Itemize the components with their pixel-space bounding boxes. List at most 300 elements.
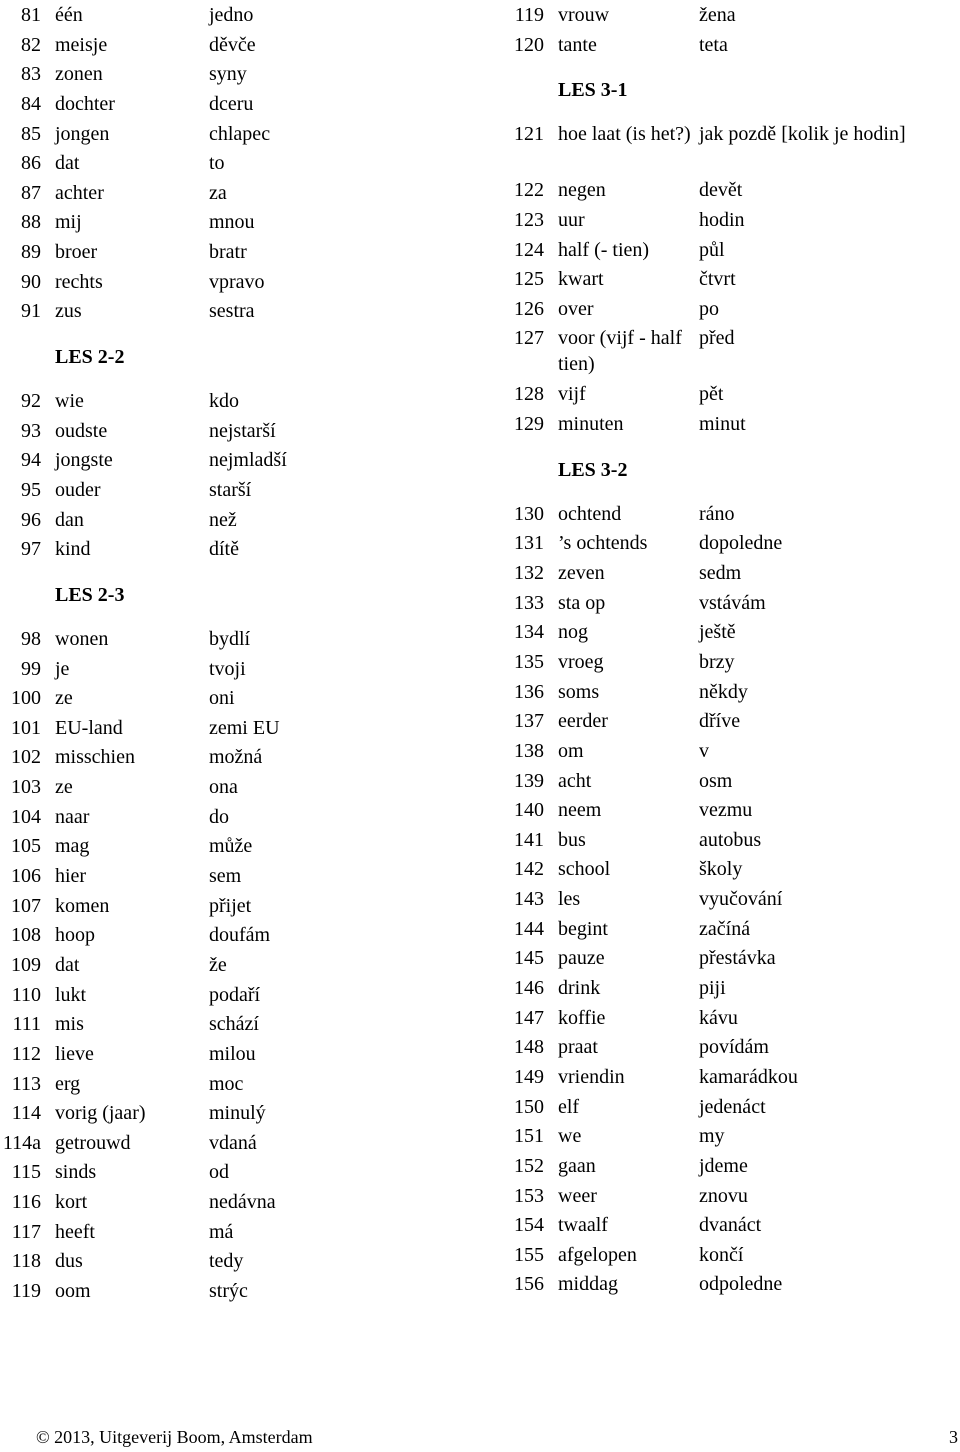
- entry-number: 151: [514, 1125, 544, 1148]
- vocab-row: [505, 854, 960, 884]
- vocab-row: [505, 175, 960, 205]
- czech-translation: školy: [699, 858, 743, 881]
- czech-translation: kamarádkou: [699, 1065, 798, 1088]
- entry-number: 81: [21, 4, 41, 26]
- czech-translation: devět: [699, 179, 743, 202]
- czech-translation: tedy: [209, 1250, 244, 1273]
- vocab-row: [505, 617, 960, 647]
- dutch-word: vijf: [558, 383, 586, 406]
- entry-number: 100: [11, 687, 41, 710]
- czech-translation: my: [699, 1125, 725, 1148]
- copyright-text: © 2013, Uitgeverij Boom, Amsterdam: [36, 1427, 313, 1447]
- vocab-row: [505, 205, 960, 235]
- czech-translation: nejstarší: [209, 419, 276, 442]
- dutch-word: ze: [55, 687, 73, 710]
- entry-number: 107: [11, 894, 41, 917]
- dutch-word: acht: [558, 769, 592, 792]
- dutch-word: hoop: [55, 924, 95, 947]
- czech-translation: před: [699, 327, 735, 350]
- dutch-word: kort: [55, 1191, 88, 1214]
- dutch-word: begint: [558, 917, 608, 940]
- dutch-word: vriendin: [558, 1065, 625, 1088]
- czech-translation: dvanáct: [699, 1214, 762, 1237]
- dutch-word: dat: [55, 953, 80, 976]
- lesson-heading: LES 3-1: [558, 79, 628, 102]
- entry-number: 137: [514, 710, 544, 733]
- entry-number: 117: [11, 1220, 41, 1243]
- lesson-heading: LES 2-2: [55, 346, 125, 369]
- entry-number: 146: [514, 977, 544, 1000]
- vocab-row: [505, 914, 960, 944]
- dutch-word: pauze: [558, 947, 605, 970]
- entry-number: 108: [11, 924, 41, 947]
- czech-translation: chlapec: [209, 122, 271, 145]
- dutch-word: koffie: [558, 1006, 606, 1029]
- dutch-word: vorig (jaar): [55, 1102, 146, 1125]
- entry-number: 122: [514, 179, 544, 202]
- entry-number: 148: [514, 1036, 544, 1059]
- vocab-row: [505, 973, 960, 1003]
- dutch-word: ouder: [55, 478, 101, 501]
- vocab-row: [0, 416, 480, 446]
- czech-translation: dříve: [699, 710, 741, 733]
- vocab-row: [0, 30, 480, 60]
- dutch-word: praat: [558, 1036, 598, 1059]
- page-number: 3: [949, 1427, 958, 1447]
- dutch-word: school: [558, 858, 611, 881]
- dutch-word: dochter: [55, 92, 115, 115]
- dutch-word: ’s ochtends: [558, 532, 648, 555]
- dutch-word: jongste: [55, 449, 113, 472]
- entry-number: 114a: [2, 1131, 41, 1154]
- dutch-word: kwart: [558, 268, 604, 291]
- czech-translation: brzy: [699, 650, 735, 673]
- vocab-row: [0, 148, 480, 178]
- czech-translation: kávu: [699, 1006, 738, 1029]
- czech-translation: vstávám: [699, 591, 766, 614]
- entry-number: 116: [11, 1191, 41, 1214]
- dutch-word: mij: [55, 211, 82, 234]
- entry-number: 129: [514, 413, 544, 436]
- czech-translation: ještě: [699, 621, 736, 644]
- entry-number: 131: [514, 532, 544, 555]
- dutch-word: ze: [55, 776, 73, 799]
- entry-number: 156: [514, 1273, 544, 1296]
- czech-translation: dopoledne: [699, 532, 783, 555]
- entry-number: 130: [514, 502, 544, 525]
- entry-number: 150: [514, 1095, 544, 1118]
- vocab-row: [0, 475, 480, 505]
- entry-number: 86: [21, 152, 41, 175]
- vocab-row: [505, 264, 960, 294]
- vocab-row: [505, 706, 960, 736]
- dutch-word: erg: [55, 1072, 81, 1095]
- dutch-word: over: [558, 297, 594, 320]
- czech-translation: zemi EU: [209, 716, 280, 739]
- entry-number: 155: [514, 1243, 544, 1266]
- dutch-word: nog: [558, 621, 588, 644]
- vocab-row: [0, 296, 480, 326]
- czech-translation: piji: [699, 977, 726, 1000]
- dutch-word: zeven: [558, 562, 605, 585]
- czech-translation: má: [209, 1220, 234, 1243]
- dutch-word: half (- tien): [558, 238, 650, 261]
- lesson-heading: LES 3-2: [558, 458, 628, 481]
- entry-number: 144: [514, 917, 544, 940]
- vocab-row: [505, 1210, 960, 1240]
- czech-translation: hodin: [699, 208, 745, 231]
- czech-translation: to: [209, 152, 225, 175]
- vocab-row: [505, 943, 960, 973]
- vocab-row: [0, 1246, 480, 1276]
- entry-number: 91: [21, 300, 41, 323]
- dutch-word: heeft: [55, 1220, 95, 1243]
- vocab-row: [505, 558, 960, 588]
- entry-number: 94: [21, 449, 41, 472]
- vocab-row: [505, 409, 960, 439]
- vocab-row: [0, 920, 480, 950]
- entry-number: 112: [11, 1042, 41, 1065]
- entry-number: 128: [514, 383, 544, 406]
- dutch-word: je: [55, 657, 70, 680]
- dutch-word: mag: [55, 835, 90, 858]
- vocab-row: [505, 379, 960, 409]
- entry-number: 120: [514, 33, 544, 56]
- dutch-word: dan: [55, 508, 84, 531]
- entry-number: 149: [514, 1065, 544, 1088]
- czech-translation: než: [209, 508, 237, 531]
- entry-number: 95: [21, 478, 41, 501]
- vocab-row: [505, 235, 960, 265]
- vocab-row: [505, 1121, 960, 1151]
- vocab-row: [0, 386, 480, 416]
- czech-translation: pět: [699, 383, 724, 406]
- vocab-row: [0, 950, 480, 980]
- czech-translation: v: [699, 739, 709, 762]
- vocab-row: [0, 1098, 480, 1128]
- entry-number: 110: [11, 983, 41, 1006]
- dutch-word: twaalf: [558, 1214, 608, 1237]
- dutch-word: gaan: [558, 1154, 596, 1177]
- vocab-row: [505, 0, 960, 30]
- vocab-row: [505, 736, 960, 766]
- vocab-row: [0, 980, 480, 1010]
- dutch-word: we: [558, 1125, 582, 1148]
- vocab-row: [505, 528, 960, 558]
- czech-translation: minulý: [209, 1102, 266, 1125]
- vocab-row: [0, 0, 480, 30]
- dutch-word: hoe laat (is het?): [558, 123, 691, 146]
- vocab-row: [0, 119, 480, 149]
- vocab-row: [0, 713, 480, 743]
- czech-translation: doufám: [209, 924, 271, 947]
- entry-number: 141: [514, 828, 544, 851]
- czech-translation: starší: [209, 478, 252, 501]
- czech-translation: žena: [699, 4, 736, 26]
- vocab-row: [0, 683, 480, 713]
- czech-translation: povídám: [699, 1036, 769, 1059]
- entry-number: 154: [514, 1214, 544, 1237]
- entry-number: 119: [11, 1279, 41, 1302]
- entry-number: 111: [12, 1013, 41, 1036]
- entry-number: 89: [21, 241, 41, 264]
- vocab-column-right: [505, 0, 960, 1299]
- czech-translation: ona: [209, 776, 238, 799]
- czech-translation: kdo: [209, 390, 239, 413]
- dutch-word: komen: [55, 894, 110, 917]
- dutch-word: één: [55, 4, 83, 26]
- czech-translation: dceru: [209, 92, 254, 115]
- vocab-row: [505, 119, 960, 175]
- entry-number: 142: [514, 858, 544, 881]
- vocab-row: [0, 59, 480, 89]
- vocab-row: [505, 1151, 960, 1181]
- entry-number: 97: [21, 538, 41, 561]
- entry-number: 134: [514, 621, 544, 644]
- entry-number: 92: [21, 390, 41, 413]
- dutch-word: jongen: [55, 122, 110, 145]
- vocab-row: [0, 831, 480, 861]
- dutch-word: wonen: [55, 627, 109, 650]
- dutch-word: les: [558, 888, 581, 911]
- vocab-row: [505, 647, 960, 677]
- czech-translation: nejmladší: [209, 449, 287, 472]
- dutch-word: eerder: [558, 710, 608, 733]
- entry-number: 102: [11, 746, 41, 769]
- dutch-word: dus: [55, 1250, 83, 1273]
- czech-translation: mnou: [209, 211, 255, 234]
- czech-translation: vpravo: [209, 270, 265, 293]
- vocab-row: [0, 1276, 480, 1306]
- vocab-row: [505, 795, 960, 825]
- czech-translation: jak pozdě [kolik je hodin]: [699, 123, 906, 146]
- vocab-row: [505, 1003, 960, 1033]
- czech-translation: čtvrt: [699, 268, 736, 291]
- vocab-row: [505, 1181, 960, 1211]
- vocab-row: [505, 499, 960, 529]
- entry-number: 124: [514, 238, 544, 261]
- dutch-word: lukt: [55, 983, 87, 1006]
- dutch-word: zus: [55, 300, 82, 323]
- entry-number: 87: [21, 181, 41, 204]
- entry-number: 125: [514, 268, 544, 291]
- entry-number: 123: [514, 208, 544, 231]
- entry-number: 85: [21, 122, 41, 145]
- czech-translation: vyučování: [699, 888, 783, 911]
- czech-translation: někdy: [699, 680, 748, 703]
- dutch-word: zonen: [55, 63, 103, 86]
- entry-number: 115: [11, 1161, 41, 1184]
- dutch-word: afgelopen: [558, 1243, 637, 1266]
- czech-translation: sestra: [209, 300, 255, 323]
- vocab-row: [0, 742, 480, 772]
- dutch-word: sta op: [558, 591, 606, 614]
- czech-translation: nedávna: [209, 1191, 276, 1214]
- czech-translation: oni: [209, 687, 235, 710]
- vocab-row: [0, 891, 480, 921]
- dutch-word: vroeg: [558, 650, 604, 673]
- vocab-row: [505, 1062, 960, 1092]
- czech-translation: sedm: [699, 562, 742, 585]
- entry-number: 136: [514, 680, 544, 703]
- dutch-word: neem: [558, 799, 602, 822]
- czech-translation: sem: [209, 865, 242, 888]
- vocab-row: [0, 445, 480, 475]
- entry-number: 104: [11, 805, 41, 828]
- vocab-row: [0, 802, 480, 832]
- czech-translation: vdaná: [209, 1131, 257, 1154]
- vocab-row: [0, 772, 480, 802]
- vocab-row: [505, 1092, 960, 1122]
- entry-number: 83: [21, 63, 41, 86]
- vocab-row: [0, 89, 480, 119]
- vocab-row: [505, 1032, 960, 1062]
- vocab-row: [0, 178, 480, 208]
- entry-number: 145: [514, 947, 544, 970]
- vocab-column-left: [0, 0, 480, 1306]
- czech-translation: osm: [699, 769, 733, 792]
- dutch-word: mis: [55, 1013, 84, 1036]
- entry-number: 126: [514, 297, 544, 320]
- entry-number: 147: [514, 1006, 544, 1029]
- czech-translation: podaří: [209, 983, 261, 1006]
- entry-number: 127: [514, 327, 544, 350]
- czech-translation: od: [209, 1161, 229, 1184]
- entry-number: 114: [11, 1102, 41, 1125]
- czech-translation: za: [209, 181, 227, 204]
- vocab-row: [0, 861, 480, 891]
- dutch-word: lieve: [55, 1042, 94, 1065]
- entry-number: 98: [21, 627, 41, 650]
- entry-number: 152: [514, 1154, 544, 1177]
- czech-translation: bratr: [209, 241, 247, 264]
- entry-number: 135: [514, 650, 544, 673]
- dutch-word: kind: [55, 538, 91, 561]
- dutch-word: ochtend: [558, 502, 622, 525]
- vocab-row: [0, 237, 480, 267]
- entry-number: 82: [21, 33, 41, 56]
- vocab-row: [505, 1269, 960, 1299]
- dutch-word: drink: [558, 977, 601, 1000]
- dutch-word: achter: [55, 181, 104, 204]
- vocab-row: [505, 1240, 960, 1270]
- czech-translation: půl: [699, 238, 725, 261]
- vocab-row: [0, 1069, 480, 1099]
- vocab-row: [505, 30, 960, 60]
- entry-number: 101: [11, 716, 41, 739]
- dutch-word: voor (vijf - half tien): [558, 327, 682, 376]
- page-footer: [36, 1426, 960, 1448]
- vocab-row: [0, 1157, 480, 1187]
- czech-translation: jedno: [209, 4, 254, 26]
- vocab-row: [0, 207, 480, 237]
- vocab-row: [0, 1128, 480, 1158]
- czech-translation: minut: [699, 413, 746, 436]
- vocab-row: [505, 294, 960, 324]
- czech-translation: děvče: [209, 33, 256, 56]
- czech-translation: po: [699, 297, 719, 320]
- entry-number: 132: [514, 562, 544, 585]
- dutch-word: broer: [55, 241, 98, 264]
- vocab-row: [505, 323, 960, 379]
- vocab-row: [0, 1217, 480, 1247]
- czech-translation: ráno: [699, 502, 735, 525]
- entry-number: 119: [514, 4, 544, 26]
- dutch-word: sinds: [55, 1161, 97, 1184]
- lesson-heading: LES 2-3: [55, 583, 125, 606]
- entry-number: 113: [11, 1072, 41, 1095]
- entry-number: 84: [21, 92, 41, 115]
- czech-translation: strýc: [209, 1279, 248, 1302]
- dutch-word: wie: [55, 390, 84, 413]
- czech-translation: schází: [209, 1013, 259, 1036]
- dutch-word: EU-land: [55, 716, 123, 739]
- dutch-word: naar: [55, 805, 90, 828]
- dutch-word: oom: [55, 1279, 91, 1302]
- entry-number: 139: [514, 769, 544, 792]
- czech-translation: jedenáct: [699, 1095, 766, 1118]
- dutch-word: dat: [55, 152, 80, 175]
- dutch-word: misschien: [55, 746, 135, 769]
- dutch-word: getrouwd: [55, 1131, 131, 1154]
- czech-translation: přijet: [209, 894, 252, 917]
- entry-number: 90: [21, 270, 41, 293]
- dutch-word: elf: [558, 1095, 580, 1118]
- dutch-word: rechts: [55, 270, 103, 293]
- entry-number: 140: [514, 799, 544, 822]
- czech-translation: může: [209, 835, 253, 858]
- entry-number: 96: [21, 508, 41, 531]
- entry-number: 93: [21, 419, 41, 442]
- vocab-row: [0, 505, 480, 535]
- vocab-row: [505, 825, 960, 855]
- dutch-word: soms: [558, 680, 600, 703]
- czech-translation: odpoledne: [699, 1273, 783, 1296]
- entry-number: 88: [21, 211, 41, 234]
- dutch-word: bus: [558, 828, 586, 851]
- vocab-row: [0, 534, 480, 564]
- czech-translation: možná: [209, 746, 263, 769]
- czech-translation: že: [209, 953, 227, 976]
- czech-translation: syny: [209, 63, 247, 86]
- czech-translation: dítě: [209, 538, 239, 561]
- entry-number: 133: [514, 591, 544, 614]
- vocab-row: [505, 766, 960, 796]
- dutch-word: tante: [558, 33, 597, 56]
- czech-translation: autobus: [699, 828, 762, 851]
- entry-number: 99: [21, 657, 41, 680]
- entry-number: 103: [11, 776, 41, 799]
- czech-translation: znovu: [699, 1184, 748, 1207]
- entry-number: 105: [11, 835, 41, 858]
- czech-translation: jdeme: [699, 1154, 748, 1177]
- entry-number: 143: [514, 888, 544, 911]
- czech-translation: do: [209, 805, 229, 828]
- czech-translation: milou: [209, 1042, 256, 1065]
- czech-translation: tvoji: [209, 657, 246, 680]
- czech-translation: začíná: [699, 917, 751, 940]
- czech-translation: přestávka: [699, 947, 776, 970]
- vocab-row: [0, 267, 480, 297]
- entry-number: 109: [11, 953, 41, 976]
- entry-number: 121: [514, 123, 544, 146]
- entry-number: 138: [514, 739, 544, 762]
- vocab-row: [0, 624, 480, 654]
- dutch-word: oudste: [55, 419, 108, 442]
- dutch-word: negen: [558, 179, 606, 202]
- czech-translation: teta: [699, 33, 728, 56]
- dutch-word: minuten: [558, 413, 624, 436]
